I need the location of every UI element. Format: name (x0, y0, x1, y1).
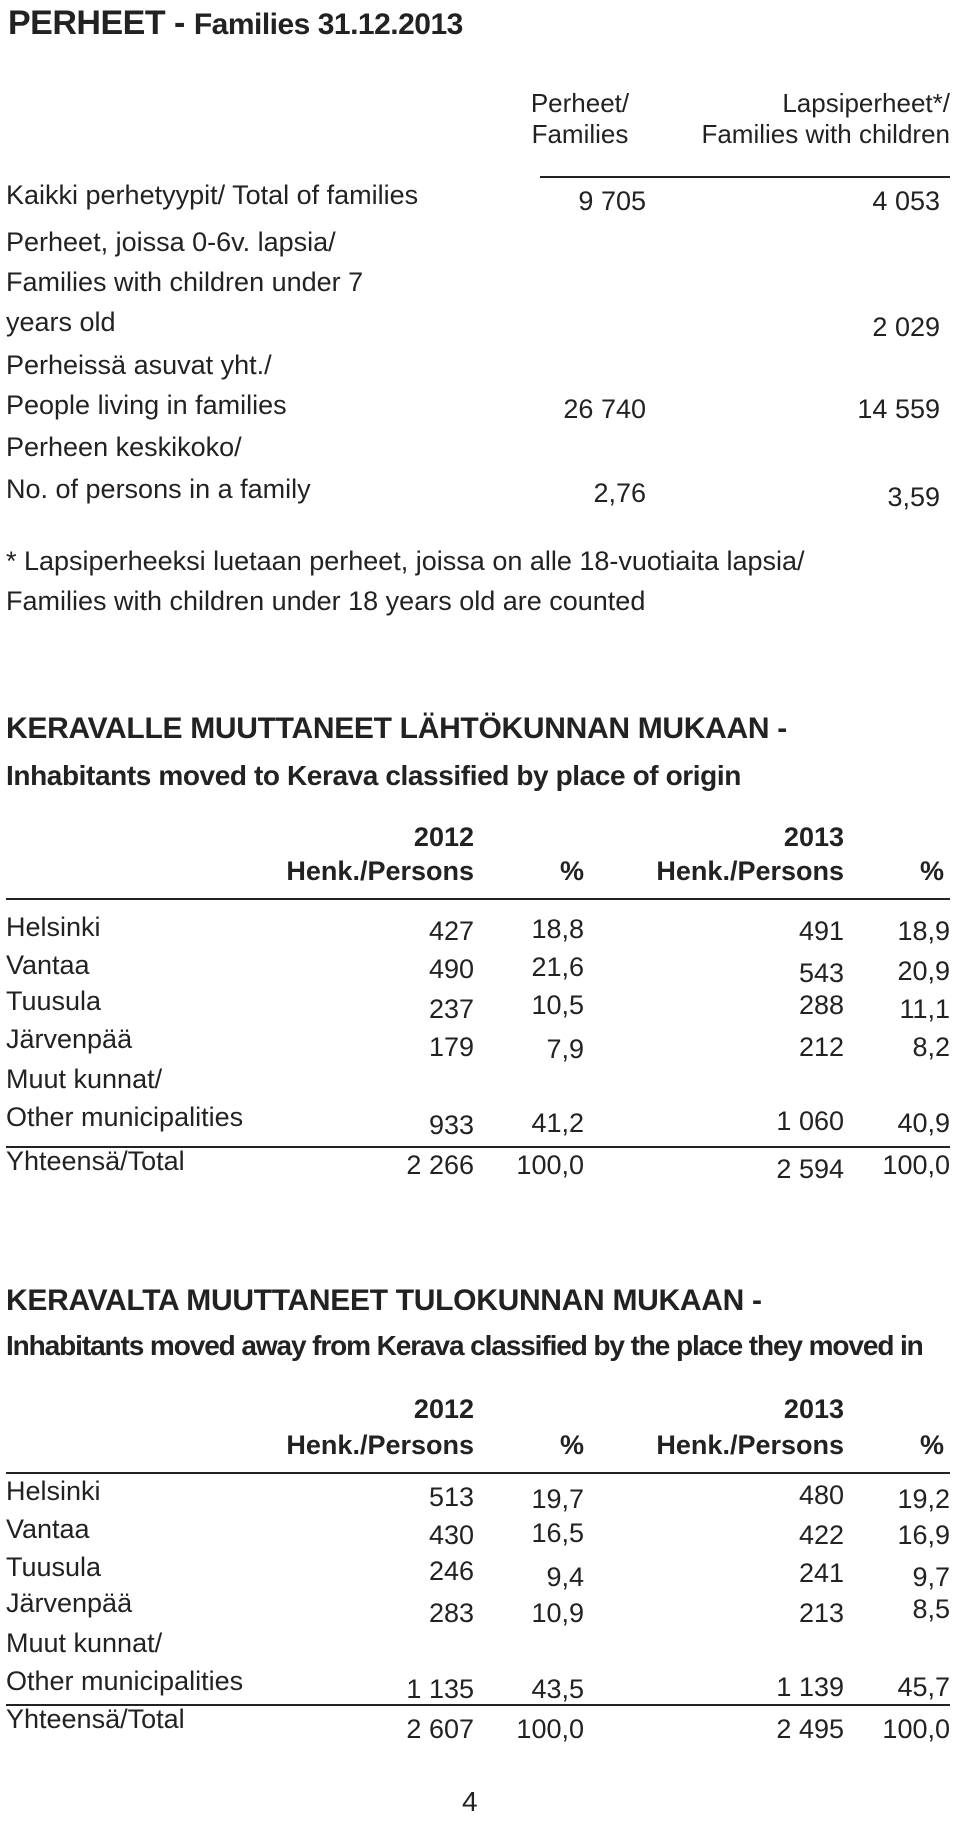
cell-p2012: 430 (428, 1520, 474, 1550)
moved-out-header-rule (6, 1472, 950, 1474)
total-label: Yhteensä/Total (6, 1704, 185, 1734)
cell-p2012: 246 (428, 1556, 474, 1586)
col-pct-2012: % (559, 1430, 584, 1460)
families-row-label: Perheen keskikoko/ (6, 432, 242, 462)
total-pct2012: 100,0 (516, 1714, 584, 1744)
families-row-label: Perheissä asuvat yht./ (6, 350, 272, 380)
col-persons-2013: Henk./Persons (656, 1430, 844, 1460)
cell-pct2012: 41,2 (531, 1108, 584, 1138)
cell-p2013: 213 (798, 1598, 844, 1628)
cell-pct2013: 8,5 (912, 1594, 950, 1624)
cell-p2012: 237 (428, 994, 474, 1024)
cell-pct2013: 20,9 (897, 956, 950, 986)
col-persons-2013: Henk./Persons (656, 856, 844, 886)
families-row-label: People living in families (6, 390, 287, 420)
cell-pct2012: 16,5 (531, 1518, 584, 1548)
cell-pct2012: 10,9 (531, 1598, 584, 1628)
cell-p2012: 490 (428, 954, 474, 984)
row-label: Vantaa (6, 950, 90, 980)
col-header-with-children-line1: Lapsiperheet*/ (782, 88, 950, 118)
row-label: Other municipalities (6, 1666, 244, 1696)
families-value: 2,76 (593, 478, 646, 508)
cell-pct2013: 11,1 (899, 994, 950, 1024)
cell-p2013: 1 139 (776, 1672, 844, 1702)
cell-pct2013: 45,7 (897, 1672, 950, 1702)
col-header-families-line2: Families (531, 119, 629, 149)
col-pct-2013: % (919, 1430, 944, 1460)
col-header-with-children (680, 88, 950, 150)
col-persons-2012: Henk./Persons (286, 856, 474, 886)
col-persons-2012: Henk./Persons (286, 1430, 474, 1460)
year-2012: 2012 (413, 1394, 474, 1424)
row-label: Vantaa (6, 1514, 90, 1544)
col-header-families-line1: Perheet/ (530, 88, 630, 118)
cell-p2012: 933 (428, 1110, 474, 1140)
cell-p2013: 288 (798, 990, 844, 1020)
cell-pct2013: 40,9 (897, 1108, 950, 1138)
with-children-value: 2 029 (872, 312, 940, 342)
cell-pct2013: 9,7 (912, 1562, 950, 1592)
page-title-fi: PERHEET - (8, 4, 185, 42)
cell-p2013: 1 060 (776, 1106, 844, 1136)
cell-pct2013: 19,2 (897, 1484, 950, 1514)
families-value: 26 740 (563, 394, 646, 424)
col-header-families (520, 88, 640, 150)
cell-pct2013: 18,9 (897, 916, 950, 946)
row-label: Muut kunnat/ (6, 1628, 163, 1658)
col-pct-2013: % (919, 856, 944, 886)
footnote-line: * Lapsiperheeksi luetaan perheet, joissa on alle 18-vuotiaita lapsia/ (6, 546, 805, 576)
total-p2013: 2 594 (776, 1154, 844, 1184)
cell-p2013: 212 (798, 1032, 844, 1062)
year-2013: 2013 (783, 822, 844, 852)
cell-p2012: 1 135 (406, 1674, 474, 1704)
cell-p2013: 422 (798, 1520, 844, 1550)
row-label: Helsinki (6, 912, 101, 942)
cell-pct2012: 7,9 (546, 1034, 584, 1064)
with-children-value: 3,59 (887, 482, 940, 512)
moved-out-title-fi: KERAVALTA MUUTTANEET TULOKUNNAN MUKAAN - (6, 1284, 762, 1317)
total-p2012: 2 266 (406, 1150, 474, 1180)
cell-p2013: 491 (798, 916, 844, 946)
cell-pct2013: 16,9 (897, 1520, 950, 1550)
page-number: 4 (462, 1786, 478, 1817)
cell-p2012: 179 (428, 1032, 474, 1062)
year-2012: 2012 (413, 822, 474, 852)
cell-pct2012: 9,4 (546, 1562, 584, 1592)
families-row-label: No. of persons in a family (6, 474, 311, 504)
cell-pct2012: 19,7 (531, 1484, 584, 1514)
with-children-value: 4 053 (872, 186, 940, 216)
cell-p2013: 480 (798, 1480, 844, 1510)
row-label: Järvenpää (6, 1024, 133, 1054)
year-2013: 2013 (783, 1394, 844, 1424)
cell-pct2012: 10,5 (531, 990, 584, 1020)
families-row-label: years old (6, 307, 116, 337)
with-children-value: 14 559 (857, 394, 940, 424)
row-label: Muut kunnat/ (6, 1064, 163, 1094)
col-header-with-children-line2: Families with children (701, 119, 950, 149)
moved-in-header-rule (6, 898, 950, 900)
cell-p2012: 427 (428, 916, 474, 946)
families-row-label: Perheet, joissa 0-6v. lapsia/ (6, 227, 336, 257)
row-label: Helsinki (6, 1476, 101, 1506)
families-value: 9 705 (578, 186, 646, 216)
row-label: Tuusula (6, 1552, 102, 1582)
moved-in-title-en: Inhabitants moved to Kerava classified by place of origin (6, 760, 741, 791)
total-pct2012: 100,0 (516, 1150, 584, 1180)
cell-pct2013: 8,2 (912, 1032, 950, 1062)
families-row-label: Families with children under 7 (6, 267, 364, 297)
total-pct2013: 100,0 (882, 1714, 950, 1744)
page-title-en: Families 31.12.2013 (193, 8, 463, 41)
row-label: Other municipalities (6, 1102, 244, 1132)
families-row-label: Kaikki perhetyypit/ Total of families (6, 180, 419, 210)
cell-pct2012: 18,8 (531, 914, 584, 944)
cell-pct2012: 43,5 (531, 1674, 584, 1704)
row-label: Järvenpää (6, 1588, 133, 1618)
total-pct2013: 100,0 (882, 1150, 950, 1180)
total-label: Yhteensä/Total (6, 1146, 185, 1176)
families-header-rule (540, 176, 950, 178)
col-pct-2012: % (559, 856, 584, 886)
cell-p2013: 241 (798, 1558, 844, 1588)
footnote-line: Families with children under 18 years old are counted (6, 586, 646, 616)
row-label: Tuusula (6, 986, 102, 1016)
total-p2013: 2 495 (776, 1714, 844, 1744)
cell-p2012: 513 (428, 1482, 474, 1512)
cell-p2013: 543 (798, 958, 844, 988)
moved-out-title-en: Inhabitants moved away from Kerava classified by the place they moved in (6, 1330, 923, 1361)
cell-p2012: 283 (428, 1598, 474, 1628)
moved-in-title-fi: KERAVALLE MUUTTANEET LÄHTÖKUNNAN MUKAAN - (6, 712, 787, 745)
cell-pct2012: 21,6 (531, 952, 584, 982)
page-title (8, 4, 463, 43)
total-p2012: 2 607 (406, 1714, 474, 1744)
